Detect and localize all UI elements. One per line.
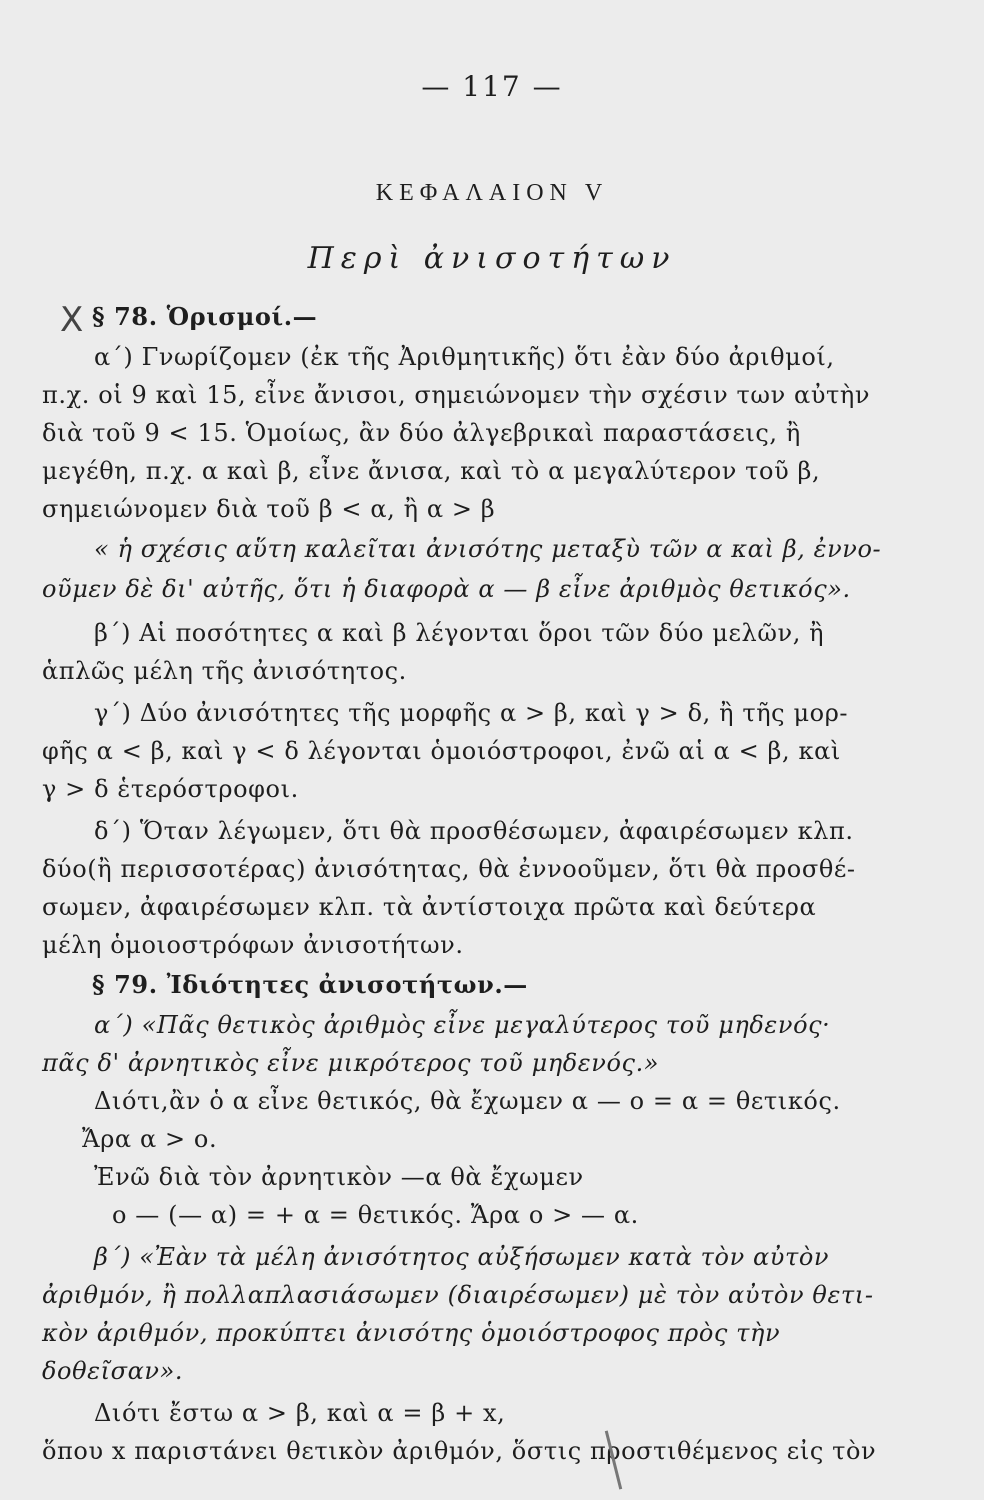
quote-line: α΄) «Πᾶς θετικὸς ἀριθμὸς εἶνε μεγαλύτερος τοῦ μηδενός· xyxy=(94,1011,831,1039)
text-line: φῆς α < β, καὶ γ < δ λέγονται ὁμοιόστροφοι, ἐνῶ αἱ α < β, καὶ xyxy=(42,737,841,765)
text-line: ἁπλῶς μέλη τῆς ἀνισότητος. xyxy=(42,657,407,685)
section-78-heading: § 78. Ὁρισμοί.— xyxy=(92,302,318,331)
text-line: α΄) Γνωρίζομεν (ἐκ τῆς Ἀριθμητικῆς) ὅτι ἐὰν δύο ἀριθμοί, xyxy=(94,343,835,371)
text-line: μεγέθη, π.χ. α καὶ β, εἶνε ἄνισα, καὶ τὸ α μεγαλύτερον τοῦ β, xyxy=(42,457,821,485)
text-line: γ΄) Δύο ἀνισότητες τῆς μορφῆς α > β, καὶ γ > δ, ἢ τῆς μορ- xyxy=(94,699,849,727)
quote-line: β΄) «Ἐὰν τὰ μέλη ἀνισότητος αὐξήσωμεν κατὰ τὸν αὐτὸν xyxy=(94,1243,830,1271)
formula-line: ο — (— α) = + α = θετικός. Ἄρα ο > — α. xyxy=(112,1201,639,1229)
margin-cross-mark: X xyxy=(60,300,84,340)
text-line: ὅπου x παριστάνει θετικὸν ἀριθμόν, ὅστις προστιθέμενος εἰς τὸν xyxy=(42,1437,877,1465)
quote-line: ἀριθμόν, ἢ πολλαπλασιάσωμεν (διαιρέσωμεν) μὲ τὸν αὐτὸν θετι- xyxy=(42,1281,874,1309)
quote-line: οῦμεν δὲ δι' αὐτῆς, ὅτι ἡ διαφορὰ α — β εἶνε ἀριθμὸς θετικός». xyxy=(42,575,851,603)
section-79-heading: § 79. Ἰδιότητες ἀνισοτήτων.— xyxy=(92,970,528,999)
text-line: σωμεν, ἀφαιρέσωμεν κλπ. τὰ ἀντίστοιχα πρῶτα καὶ δεύτερα xyxy=(42,893,817,921)
quote-line: « ἡ σχέσις αὕτη καλεῖται ἀνισότης μεταξὺ τῶν α καὶ β, ἐννο- xyxy=(94,535,882,563)
text-line: δ΄) Ὅταν λέγωμεν, ὅτι θὰ προσθέσωμεν, ἀφαιρέσωμεν κλπ. xyxy=(94,817,854,845)
quote-line: κὸν ἀριθμόν, προκύπτει ἀνισότης ὁμοιόστροφος πρὸς τὴν xyxy=(42,1319,781,1347)
text-line: π.χ. οἱ 9 καὶ 15, εἶνε ἄνισοι, σημειώνομεν τὴν σχέσιν των αὐτὴν xyxy=(42,381,871,409)
text-line: Ἐνῶ διὰ τὸν ἀρνητικὸν —α θὰ ἔχωμεν xyxy=(94,1163,584,1191)
text-line: μέλη ὁμοιοστρόφων ἀνισοτήτων. xyxy=(42,931,464,959)
text-line: σημειώνομεν διὰ τοῦ β < α, ἢ α > β xyxy=(42,495,496,523)
text-line: γ > δ ἑτερόστροφοι. xyxy=(42,775,299,803)
chapter-title: Περὶ ἀνισοτήτων xyxy=(307,241,677,276)
text-line: Ἄρα α > ο. xyxy=(82,1125,218,1153)
chapter-heading: ΚΕΦΑΛΑΙΟΝ V xyxy=(375,180,609,206)
text-line: δύο(ἢ περισσοτέρας) ἀνισότητας, θὰ ἐννοοῦμεν, ὅτι θὰ προσθέ- xyxy=(42,855,856,883)
quote-line: δοθεῖσαν». xyxy=(42,1357,184,1385)
quote-line: πᾶς δ' ἀρνητικὸς εἶνε μικρότερος τοῦ μηδενός.» xyxy=(42,1049,660,1077)
text-line: διὰ τοῦ 9 < 15. Ὁμοίως, ἂν δύο ἀλγεβρικαὶ παραστάσεις, ἢ xyxy=(42,419,801,447)
text-line: Διότι,ἂν ὁ α εἶνε θετικός, θὰ ἔχωμεν α — ο = α = θετικός. xyxy=(94,1087,841,1115)
text-line: β΄) Αἱ ποσότητες α καὶ β λέγονται ὅροι τῶν δύο μελῶν, ἢ xyxy=(94,619,825,647)
text-line: Διότι ἔστω α > β, καὶ α = β + x, xyxy=(94,1399,506,1427)
page-number: — 117 — xyxy=(421,70,563,103)
